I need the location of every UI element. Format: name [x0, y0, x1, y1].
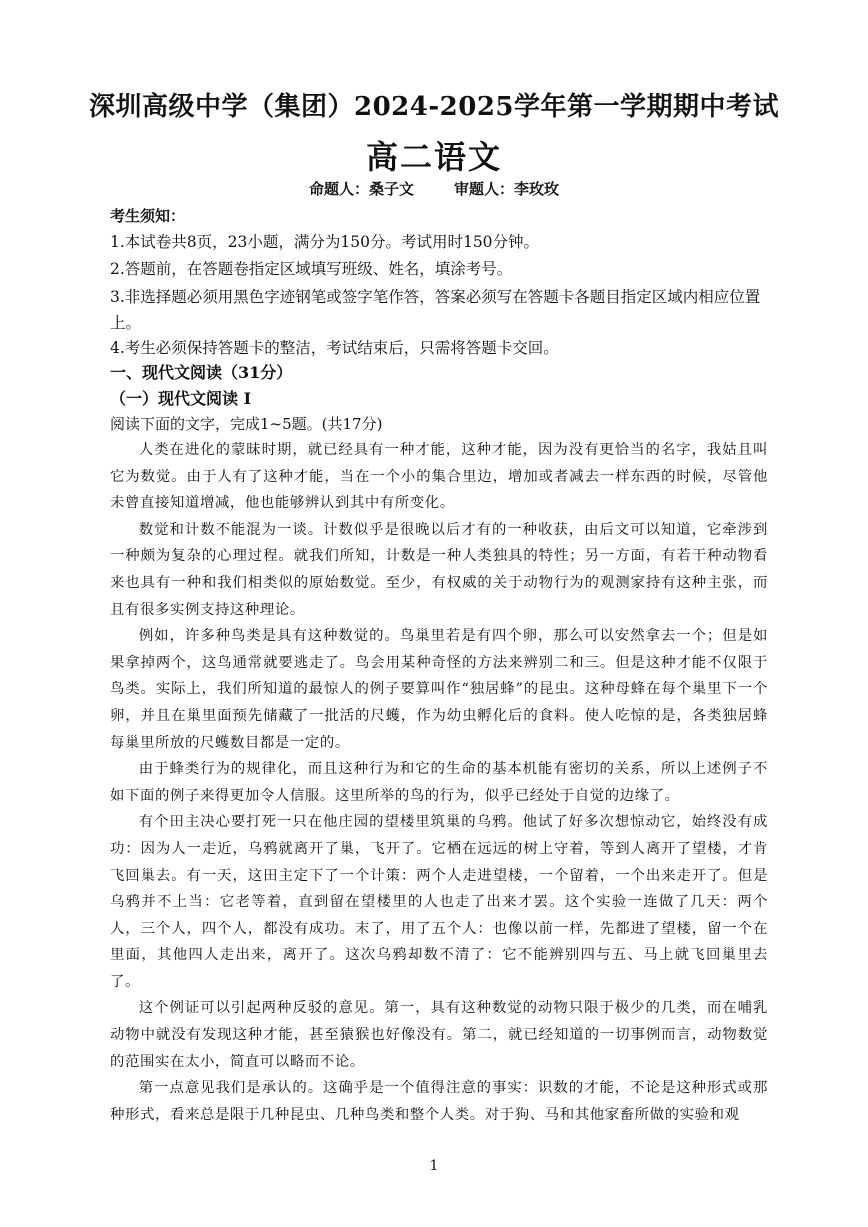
notice-item: 2.答题前，在答题卷指定区域填写班级、姓名，填涂考号。	[110, 260, 513, 278]
passage-paragraph: 有个田主决心要打死一只在他庄园的望楼里筑巢的乌鸦。他试了好多次想惊动它，始终没有成功：因为人一走近，乌鸦就离开了巢，飞开了。它栖在远远的树上守着，等到人离开了望楼，才肯飞回巢去。有一天，这田主定下了一个计策：两个人走进望楼，一个留着，一个出来走开了。但是乌鸦并不上当：它老等着，直到留在望楼里的人也走了出来才罢。这个实验一连做了几天：两个人，三个人，四个人，都没有成功。末了，用了五个人：也像以前一样，先都进了望楼，留一个在里面，其他四人走出来，离开了。这次乌鸦却数不清了：它不能辨别四与五、马上就飞回巢里去了。	[110, 814, 768, 990]
passage-paragraph: 例如，许多种鸟类是具有这种数觉的。鸟巢里若是有四个卵，那么可以安然拿去一个；但是如果拿掉两个，这鸟通常就要逃走了。鸟会用某种奇怪的方法来辨别二和三。但是这种才能不仅限于鸟类。实际上，我们所知道的最惊人的例子要算叫作“独居蜂”的昆虫。这种母蜂在每个巢里下一个卵，并且在巢里面预先储藏了一批活的尺蠖，作为幼虫孵化后的食料。使人吃惊的是，各类独居蜂每巢里所放的尺蠖数目都是一定的。	[110, 628, 768, 751]
notice-item: 4.考生必须保持答题卡的整洁，考试结束后，只需将答题卡交回。	[110, 339, 559, 357]
author-line	[0, 178, 868, 199]
reviewer-name: 审题人：李玫玫	[454, 180, 560, 198]
passage-paragraph: 由于蜂类行为的规律化，而且这种行为和它的生命的基本机能有密切的关系，所以上述例子不如下面的例子来得更加令人信服。这里所举的鸟的行为，似乎已经处于自觉的边缘了。	[110, 761, 768, 804]
notice-item: 1.本试卷共8页，23小题，满分为150分。考试用时150分钟。	[110, 233, 540, 251]
passage-paragraph: 人类在进化的蒙昧时期，就已经具有一种才能，这种才能，因为没有更恰当的名字，我姑且叫它为数觉。由于人有了这种才能，当在一个小的集合里边，增加或者减去一样东西的时候，尽管他未曾直接知道增减，他也能够辨认到其中有所变化。	[110, 442, 768, 512]
exam-title: 深圳高级中学（集团）2024-2025学年第一学期期中考试	[88, 92, 780, 122]
notice-item: 3.非选择题必须用黑色字迹钢笔或签字笔作答，答案必须写在答题卡各题目指定区域内相应位置上。	[110, 288, 761, 332]
passage-paragraph: 第一点意见我们是承认的。这确乎是一个值得注意的事实：识数的才能，不论是这种形式或那种形式，看来总是限于几种昆虫、几种鸟类和整个人类。对于狗、马和其他家畜所做的实验和观	[110, 1080, 768, 1123]
page-number: 1	[429, 1158, 439, 1174]
reading-instruction: 阅读下面的文字，完成1~5题。(共17分)	[110, 415, 383, 433]
notice-heading: 考生须知：	[110, 207, 186, 225]
section-title: 一、现代文阅读（31分）	[110, 363, 293, 382]
subject-title: 高二语文	[365, 138, 502, 176]
passage-paragraph: 数觉和计数不能混为一谈。计数似乎是很晚以后才有的一种收获，由后文可以知道，它牵涉到一种颇为复杂的心理过程。就我们所知，计数是一种人类独具的特性；另一方面，有若干种动物看来也具有一种和我们相类似的原始数觉。至少，有权威的关于动物行为的观测家持有这种主张，而且有很多实例支持这种理论。	[110, 521, 768, 618]
subsection-title: （一）现代文阅读 I	[110, 389, 252, 408]
reading-passage	[110, 437, 768, 1128]
setter-name: 命题人：桑子文	[308, 180, 414, 198]
passage-paragraph: 这个例证可以引起两种反驳的意见。第一，具有这种数觉的动物只限于极少的几类，而在哺乳动物中就没有发现这种才能，甚至猿猴也好像没有。第二，就已经知道的一切事例而言，动物数觉的范围实在太小，简直可以略而不论。	[110, 1000, 768, 1070]
